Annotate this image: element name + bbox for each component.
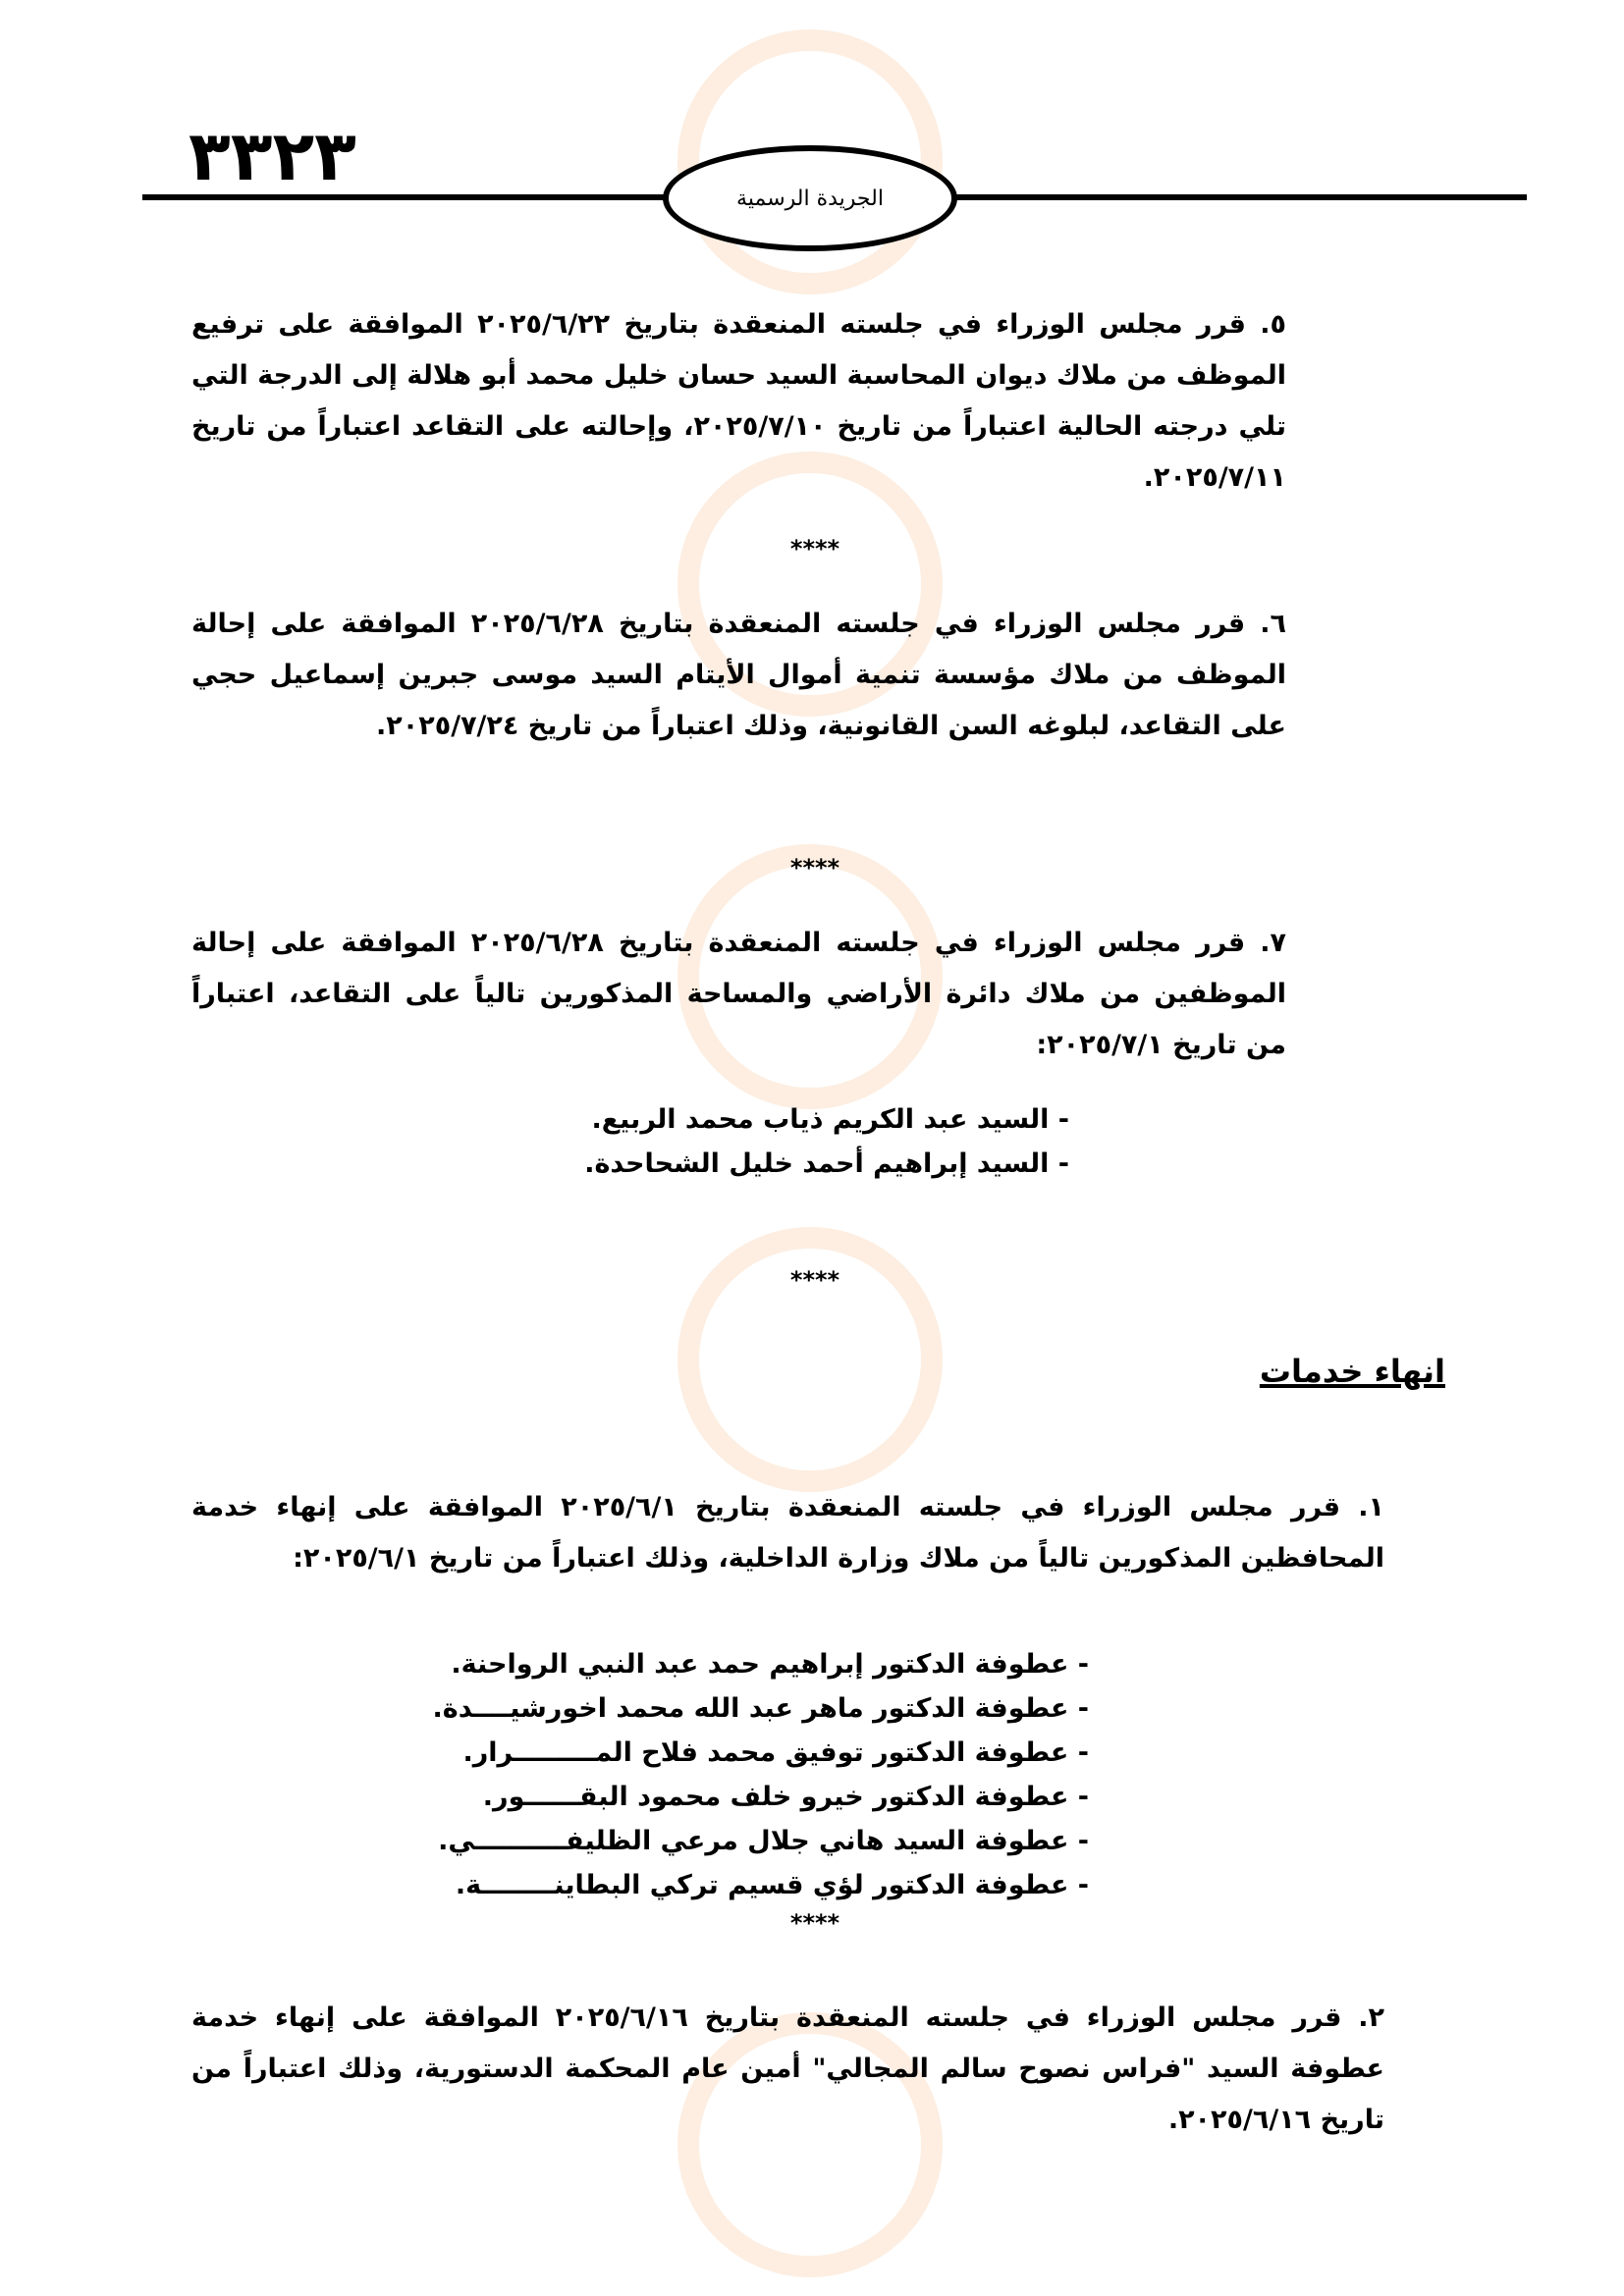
gazette-title-oval	[663, 145, 957, 251]
list-item: - عطوفة الدكتور لؤي قسيم تركي البطاينــــــــة.	[455, 1870, 1089, 1900]
list-item: - عطوفة الدكتور ماهر عبد الله محمد اخورشيــــدة.	[432, 1693, 1089, 1724]
separator: ****	[789, 854, 840, 881]
list-item: - السيد عبد الكريم ذياب محمد الربيع.	[591, 1104, 1069, 1135]
list-item: - عطوفة الدكتور إبراهيم حمد عبد النبي الرواحنة.	[451, 1649, 1089, 1680]
termination-2: ٢. قرر مجلس الوزراء في جلسته المنعقدة بتاريخ ٢٠٢٥/٦/١٦ الموافقة على إنهاء خدمة عطوفة السيد "فراس نصوح سالم المجالي" أمين عام المحكمة الدستورية، وذلك اعتباراً من تاريخ ٢٠٢٥/٦/١٦.	[191, 2002, 1384, 2135]
decision-5: ٥. قرر مجلس الوزراء في جلسته المنعقدة بتاريخ ٢٠٢٥/٦/٢٢ الموافقة على ترفيع الموظف من ملاك ديوان المحاسبة السيد حسان خليل محمد أبو هلالة إلى الدرجة التي تلي درجته الحالية اعتباراً من تاريخ ٢٠٢٥/٧/١٠، وإحالته على التقاعد اعتباراً من تاريخ ٢٠٢٥/٧/١١.	[191, 309, 1286, 493]
list-item: - السيد إبراهيم أحمد خليل الشحاحدة.	[584, 1148, 1069, 1179]
separator: ****	[789, 1909, 840, 1937]
section-title: انهاء خدمات	[1259, 1353, 1445, 1390]
list-item: - عطوفة السيد هاني جلال مرعي الظليفــــــــــي.	[438, 1826, 1089, 1856]
page-number: ٣٣٢٣	[189, 116, 356, 196]
termination-1: ١. قرر مجلس الوزراء في جلسته المنعقدة بتاريخ ٢٠٢٥/٦/١ الموافقة على إنهاء خدمة المحافظين المذكورين تالياً من ملاك وزارة الداخلية، وذلك اعتباراً من تاريخ ٢٠٢٥/٦/١:	[191, 1492, 1384, 1574]
list-item: - عطوفة الدكتور توفيق محمد فلاح المـــــــــرار.	[462, 1737, 1089, 1768]
governors-list	[433, 1642, 1089, 1907]
decision-7: ٧. قرر مجلس الوزراء في جلسته المنعقدة بتاريخ ٢٠٢٥/٦/٢٨ الموافقة على إحالة الموظفين من ملاك دائرة الأراضي والمساحة المذكورين تالياً على التقاعد، اعتباراً من تاريخ ٢٠٢٥/٧/١:	[191, 928, 1286, 1060]
separator: ****	[789, 1266, 840, 1294]
retiree-list	[584, 1097, 1069, 1186]
gazette-title: الجريدة الرسمية	[736, 186, 884, 211]
list-item: - عطوفة الدكتور خيرو خلف محمود البقــــــور.	[482, 1782, 1089, 1812]
separator: ****	[789, 535, 840, 562]
decision-6: ٦. قرر مجلس الوزراء في جلسته المنعقدة بتاريخ ٢٠٢٥/٦/٢٨ الموافقة على إحالة الموظف من ملاك مؤسسة تنمية أموال الأيتام السيد موسى جبرين إسماعيل حجي على التقاعد، لبلوغه السن القانونية، وذلك اعتباراً من تاريخ ٢٠٢٥/٧/٢٤.	[191, 609, 1286, 741]
